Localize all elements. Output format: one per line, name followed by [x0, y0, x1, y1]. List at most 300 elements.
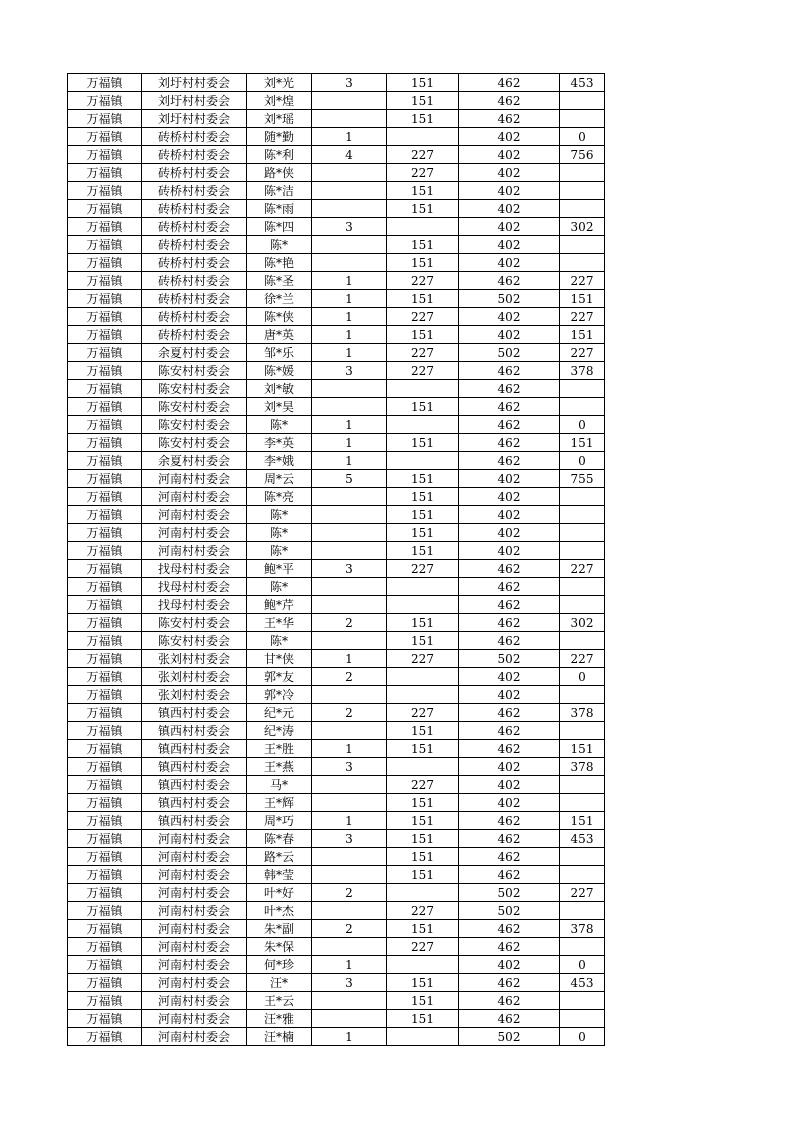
cell-value-b: 402 — [459, 470, 560, 488]
cell-count: 3 — [312, 362, 387, 380]
cell-count: 1 — [312, 956, 387, 974]
cell-value-a: 227 — [387, 938, 459, 956]
cell-value-b: 402 — [459, 758, 560, 776]
cell-count: 2 — [312, 614, 387, 632]
cell-value-c — [560, 596, 605, 614]
cell-value-c — [560, 866, 605, 884]
cell-value-b: 462 — [459, 452, 560, 470]
table-row — [68, 506, 605, 524]
table-row — [68, 722, 605, 740]
cell-value-b: 462 — [459, 830, 560, 848]
cell-value-a: 151 — [387, 830, 459, 848]
cell-value-a — [387, 578, 459, 596]
cell-count — [312, 794, 387, 812]
cell-value-a: 227 — [387, 344, 459, 362]
cell-name: 刘*光 — [247, 74, 312, 92]
cell-village-committee: 河南村村委会 — [142, 488, 247, 506]
cell-name: 马* — [247, 776, 312, 794]
cell-count — [312, 506, 387, 524]
cell-name: 唐*英 — [247, 326, 312, 344]
cell-count: 1 — [312, 344, 387, 362]
table-row — [68, 974, 605, 992]
table-row — [68, 110, 605, 128]
cell-value-c: 302 — [560, 218, 605, 236]
cell-value-a: 151 — [387, 92, 459, 110]
table-row — [68, 758, 605, 776]
cell-village-committee: 张刘村村委会 — [142, 668, 247, 686]
cell-village-committee: 河南村村委会 — [142, 1028, 247, 1046]
cell-name: 何*珍 — [247, 956, 312, 974]
cell-town: 万福镇 — [68, 596, 142, 614]
cell-value-a: 151 — [387, 794, 459, 812]
cell-value-a: 151 — [387, 920, 459, 938]
cell-value-b: 402 — [459, 236, 560, 254]
cell-value-b: 402 — [459, 794, 560, 812]
cell-value-c: 453 — [560, 74, 605, 92]
table-row — [68, 902, 605, 920]
cell-value-a: 151 — [387, 632, 459, 650]
cell-name: 陈*春 — [247, 830, 312, 848]
cell-name: 陈*洁 — [247, 182, 312, 200]
cell-village-committee: 镇西村村委会 — [142, 722, 247, 740]
cell-name: 陈* — [247, 506, 312, 524]
cell-town: 万福镇 — [68, 740, 142, 758]
cell-village-committee: 河南村村委会 — [142, 974, 247, 992]
cell-town: 万福镇 — [68, 920, 142, 938]
cell-value-c: 227 — [560, 272, 605, 290]
cell-value-c — [560, 848, 605, 866]
cell-town: 万福镇 — [68, 974, 142, 992]
cell-count — [312, 848, 387, 866]
cell-village-committee: 砖桥村村委会 — [142, 326, 247, 344]
cell-value-a: 151 — [387, 488, 459, 506]
cell-value-a — [387, 380, 459, 398]
cell-value-c: 227 — [560, 884, 605, 902]
cell-value-c: 151 — [560, 326, 605, 344]
cell-value-b: 502 — [459, 290, 560, 308]
cell-town: 万福镇 — [68, 938, 142, 956]
cell-value-a: 227 — [387, 164, 459, 182]
table-row — [68, 596, 605, 614]
table-row — [68, 1028, 605, 1046]
cell-village-committee: 陈安村村委会 — [142, 614, 247, 632]
cell-count — [312, 182, 387, 200]
cell-count — [312, 686, 387, 704]
table-row — [68, 524, 605, 542]
cell-town: 万福镇 — [68, 560, 142, 578]
cell-name: 纪*元 — [247, 704, 312, 722]
cell-value-b: 462 — [459, 362, 560, 380]
cell-value-a: 151 — [387, 434, 459, 452]
cell-value-a: 151 — [387, 470, 459, 488]
cell-town: 万福镇 — [68, 686, 142, 704]
cell-town: 万福镇 — [68, 398, 142, 416]
cell-value-a: 151 — [387, 236, 459, 254]
cell-count: 2 — [312, 668, 387, 686]
cell-town: 万福镇 — [68, 434, 142, 452]
cell-name: 陈*利 — [247, 146, 312, 164]
cell-value-b: 402 — [459, 542, 560, 560]
cell-value-b: 502 — [459, 650, 560, 668]
table-body — [68, 74, 605, 1046]
cell-count — [312, 398, 387, 416]
cell-name: 甘*侠 — [247, 650, 312, 668]
cell-town: 万福镇 — [68, 416, 142, 434]
cell-town: 万福镇 — [68, 866, 142, 884]
cell-value-a: 227 — [387, 272, 459, 290]
table-row — [68, 272, 605, 290]
cell-village-committee: 河南村村委会 — [142, 506, 247, 524]
cell-value-c: 151 — [560, 740, 605, 758]
table-row — [68, 92, 605, 110]
table-row — [68, 452, 605, 470]
cell-value-b: 502 — [459, 902, 560, 920]
cell-village-committee: 砖桥村村委会 — [142, 164, 247, 182]
cell-value-b: 402 — [459, 326, 560, 344]
cell-village-committee: 张刘村村委会 — [142, 686, 247, 704]
cell-village-committee: 找母村村委会 — [142, 596, 247, 614]
cell-name: 王*胜 — [247, 740, 312, 758]
cell-name: 陈*艳 — [247, 254, 312, 272]
cell-value-b: 462 — [459, 740, 560, 758]
cell-name: 刘*煌 — [247, 92, 312, 110]
cell-value-b: 402 — [459, 200, 560, 218]
cell-town: 万福镇 — [68, 884, 142, 902]
cell-name: 李*娥 — [247, 452, 312, 470]
cell-value-b: 502 — [459, 884, 560, 902]
cell-town: 万福镇 — [68, 128, 142, 146]
cell-value-b: 462 — [459, 272, 560, 290]
cell-village-committee: 镇西村村委会 — [142, 758, 247, 776]
cell-town: 万福镇 — [68, 1010, 142, 1028]
cell-village-committee: 河南村村委会 — [142, 848, 247, 866]
cell-town: 万福镇 — [68, 74, 142, 92]
cell-value-c — [560, 236, 605, 254]
cell-value-c: 378 — [560, 758, 605, 776]
cell-town: 万福镇 — [68, 776, 142, 794]
cell-value-c: 151 — [560, 812, 605, 830]
cell-value-b: 462 — [459, 560, 560, 578]
cell-value-c — [560, 524, 605, 542]
cell-value-b: 402 — [459, 164, 560, 182]
cell-value-b: 402 — [459, 956, 560, 974]
cell-town: 万福镇 — [68, 200, 142, 218]
table-row — [68, 182, 605, 200]
cell-value-b: 462 — [459, 398, 560, 416]
cell-name: 陈*四 — [247, 218, 312, 236]
cell-name: 王*燕 — [247, 758, 312, 776]
cell-value-a — [387, 668, 459, 686]
cell-value-b: 462 — [459, 722, 560, 740]
cell-count: 3 — [312, 758, 387, 776]
cell-value-b: 462 — [459, 848, 560, 866]
cell-name: 陈* — [247, 416, 312, 434]
cell-count — [312, 866, 387, 884]
cell-count: 1 — [312, 452, 387, 470]
cell-town: 万福镇 — [68, 452, 142, 470]
cell-count: 1 — [312, 416, 387, 434]
cell-town: 万福镇 — [68, 182, 142, 200]
cell-village-committee: 陈安村村委会 — [142, 398, 247, 416]
table-row — [68, 74, 605, 92]
cell-value-a — [387, 1028, 459, 1046]
cell-village-committee: 镇西村村委会 — [142, 704, 247, 722]
cell-count: 1 — [312, 812, 387, 830]
cell-value-c — [560, 254, 605, 272]
cell-value-c — [560, 542, 605, 560]
cell-town: 万福镇 — [68, 146, 142, 164]
cell-town: 万福镇 — [68, 524, 142, 542]
cell-village-committee: 砖桥村村委会 — [142, 236, 247, 254]
cell-value-a — [387, 416, 459, 434]
cell-town: 万福镇 — [68, 668, 142, 686]
table-row — [68, 488, 605, 506]
cell-town: 万福镇 — [68, 488, 142, 506]
cell-town: 万福镇 — [68, 902, 142, 920]
table-row — [68, 470, 605, 488]
cell-name: 陈*圣 — [247, 272, 312, 290]
cell-town: 万福镇 — [68, 236, 142, 254]
cell-value-c: 453 — [560, 830, 605, 848]
cell-value-c: 151 — [560, 434, 605, 452]
cell-town: 万福镇 — [68, 110, 142, 128]
cell-count: 3 — [312, 74, 387, 92]
cell-name: 陈*亮 — [247, 488, 312, 506]
cell-village-committee: 陈安村村委会 — [142, 434, 247, 452]
cell-count: 2 — [312, 884, 387, 902]
cell-town: 万福镇 — [68, 308, 142, 326]
cell-village-committee: 河南村村委会 — [142, 956, 247, 974]
cell-count — [312, 938, 387, 956]
cell-count — [312, 596, 387, 614]
cell-count: 1 — [312, 1028, 387, 1046]
table-row — [68, 380, 605, 398]
cell-value-b: 462 — [459, 578, 560, 596]
cell-value-c: 0 — [560, 416, 605, 434]
cell-value-a: 227 — [387, 776, 459, 794]
cell-value-c — [560, 380, 605, 398]
cell-town: 万福镇 — [68, 578, 142, 596]
cell-village-committee: 河南村村委会 — [142, 542, 247, 560]
table-row — [68, 830, 605, 848]
cell-value-a: 151 — [387, 740, 459, 758]
cell-village-committee: 砖桥村村委会 — [142, 308, 247, 326]
table-row — [68, 254, 605, 272]
cell-value-a: 151 — [387, 254, 459, 272]
cell-value-b: 402 — [459, 506, 560, 524]
table-row — [68, 992, 605, 1010]
cell-value-c — [560, 200, 605, 218]
cell-value-b: 402 — [459, 218, 560, 236]
cell-town: 万福镇 — [68, 344, 142, 362]
cell-village-committee: 砖桥村村委会 — [142, 200, 247, 218]
cell-value-b: 462 — [459, 416, 560, 434]
cell-value-c — [560, 92, 605, 110]
cell-value-b: 462 — [459, 434, 560, 452]
table-row — [68, 650, 605, 668]
table-row — [68, 920, 605, 938]
table-row — [68, 794, 605, 812]
cell-value-a: 227 — [387, 308, 459, 326]
cell-village-committee: 河南村村委会 — [142, 866, 247, 884]
table-row — [68, 398, 605, 416]
cell-value-c: 378 — [560, 920, 605, 938]
cell-count: 1 — [312, 128, 387, 146]
cell-town: 万福镇 — [68, 614, 142, 632]
cell-value-a: 151 — [387, 398, 459, 416]
cell-value-a: 151 — [387, 110, 459, 128]
cell-name: 陈* — [247, 542, 312, 560]
cell-value-a — [387, 452, 459, 470]
cell-name: 刘*敏 — [247, 380, 312, 398]
data-table — [67, 73, 605, 1046]
table-row — [68, 632, 605, 650]
cell-town: 万福镇 — [68, 794, 142, 812]
table-row — [68, 704, 605, 722]
cell-value-c: 378 — [560, 362, 605, 380]
cell-value-c — [560, 578, 605, 596]
table-row — [68, 884, 605, 902]
table-row — [68, 614, 605, 632]
cell-value-a — [387, 758, 459, 776]
cell-value-a: 151 — [387, 542, 459, 560]
cell-village-committee: 找母村村委会 — [142, 578, 247, 596]
cell-value-b: 462 — [459, 596, 560, 614]
cell-value-a: 151 — [387, 974, 459, 992]
cell-name: 周*巧 — [247, 812, 312, 830]
cell-count: 2 — [312, 920, 387, 938]
cell-value-c: 756 — [560, 146, 605, 164]
cell-value-a — [387, 218, 459, 236]
cell-name: 刘*昊 — [247, 398, 312, 416]
cell-value-a: 151 — [387, 74, 459, 92]
table-row — [68, 200, 605, 218]
cell-count — [312, 254, 387, 272]
cell-value-b: 402 — [459, 182, 560, 200]
cell-value-c — [560, 182, 605, 200]
cell-value-b: 462 — [459, 992, 560, 1010]
cell-name: 汪*楠 — [247, 1028, 312, 1046]
table-row — [68, 290, 605, 308]
cell-count: 4 — [312, 146, 387, 164]
cell-village-committee: 刘圩村村委会 — [142, 92, 247, 110]
cell-value-a: 151 — [387, 722, 459, 740]
cell-town: 万福镇 — [68, 812, 142, 830]
cell-name: 郭*友 — [247, 668, 312, 686]
cell-value-c — [560, 110, 605, 128]
cell-village-committee: 河南村村委会 — [142, 884, 247, 902]
cell-count: 1 — [312, 290, 387, 308]
cell-value-c — [560, 722, 605, 740]
cell-value-c: 302 — [560, 614, 605, 632]
cell-name: 徐*兰 — [247, 290, 312, 308]
cell-count: 3 — [312, 218, 387, 236]
cell-value-b: 462 — [459, 632, 560, 650]
cell-town: 万福镇 — [68, 632, 142, 650]
cell-value-a: 227 — [387, 902, 459, 920]
cell-value-a — [387, 686, 459, 704]
cell-value-b: 462 — [459, 920, 560, 938]
cell-value-b: 402 — [459, 128, 560, 146]
cell-village-committee: 河南村村委会 — [142, 920, 247, 938]
cell-town: 万福镇 — [68, 92, 142, 110]
cell-value-a: 151 — [387, 506, 459, 524]
cell-count: 3 — [312, 830, 387, 848]
cell-value-a: 227 — [387, 650, 459, 668]
table-row — [68, 848, 605, 866]
table-row — [68, 776, 605, 794]
table-row — [68, 560, 605, 578]
cell-count — [312, 632, 387, 650]
cell-name: 汪* — [247, 974, 312, 992]
table-row — [68, 1010, 605, 1028]
cell-village-committee: 陈安村村委会 — [142, 362, 247, 380]
cell-name: 鲍*平 — [247, 560, 312, 578]
cell-village-committee: 镇西村村委会 — [142, 812, 247, 830]
cell-value-b: 402 — [459, 488, 560, 506]
cell-village-committee: 刘圩村村委会 — [142, 110, 247, 128]
cell-value-b: 462 — [459, 974, 560, 992]
cell-value-b: 462 — [459, 866, 560, 884]
cell-value-b: 462 — [459, 614, 560, 632]
cell-town: 万福镇 — [68, 272, 142, 290]
cell-count — [312, 722, 387, 740]
cell-value-a: 151 — [387, 200, 459, 218]
cell-village-committee: 河南村村委会 — [142, 470, 247, 488]
cell-value-b: 462 — [459, 74, 560, 92]
table-row — [68, 218, 605, 236]
cell-value-b: 462 — [459, 380, 560, 398]
cell-count — [312, 110, 387, 128]
cell-count: 1 — [312, 308, 387, 326]
cell-village-committee: 余夏村村委会 — [142, 452, 247, 470]
cell-village-committee: 砖桥村村委会 — [142, 182, 247, 200]
cell-village-committee: 砖桥村村委会 — [142, 128, 247, 146]
table-row — [68, 434, 605, 452]
cell-town: 万福镇 — [68, 164, 142, 182]
cell-value-c — [560, 164, 605, 182]
cell-name: 陈* — [247, 236, 312, 254]
cell-value-b: 462 — [459, 110, 560, 128]
cell-value-a: 151 — [387, 290, 459, 308]
cell-value-a: 227 — [387, 704, 459, 722]
cell-value-a — [387, 128, 459, 146]
table-row — [68, 236, 605, 254]
cell-value-a: 151 — [387, 812, 459, 830]
cell-count: 1 — [312, 740, 387, 758]
cell-name: 王*华 — [247, 614, 312, 632]
cell-village-committee: 砖桥村村委会 — [142, 218, 247, 236]
cell-village-committee: 镇西村村委会 — [142, 776, 247, 794]
cell-value-b: 402 — [459, 146, 560, 164]
cell-value-c: 378 — [560, 704, 605, 722]
cell-village-committee: 河南村村委会 — [142, 992, 247, 1010]
cell-village-committee: 河南村村委会 — [142, 902, 247, 920]
cell-village-committee: 河南村村委会 — [142, 1010, 247, 1028]
cell-value-a: 151 — [387, 326, 459, 344]
cell-value-a: 227 — [387, 362, 459, 380]
cell-name: 叶*好 — [247, 884, 312, 902]
cell-village-committee: 镇西村村委会 — [142, 794, 247, 812]
cell-value-a — [387, 596, 459, 614]
cell-value-c: 0 — [560, 1028, 605, 1046]
cell-village-committee: 河南村村委会 — [142, 938, 247, 956]
cell-count: 2 — [312, 704, 387, 722]
cell-value-b: 462 — [459, 1010, 560, 1028]
cell-town: 万福镇 — [68, 218, 142, 236]
cell-value-c — [560, 398, 605, 416]
cell-village-committee: 张刘村村委会 — [142, 650, 247, 668]
